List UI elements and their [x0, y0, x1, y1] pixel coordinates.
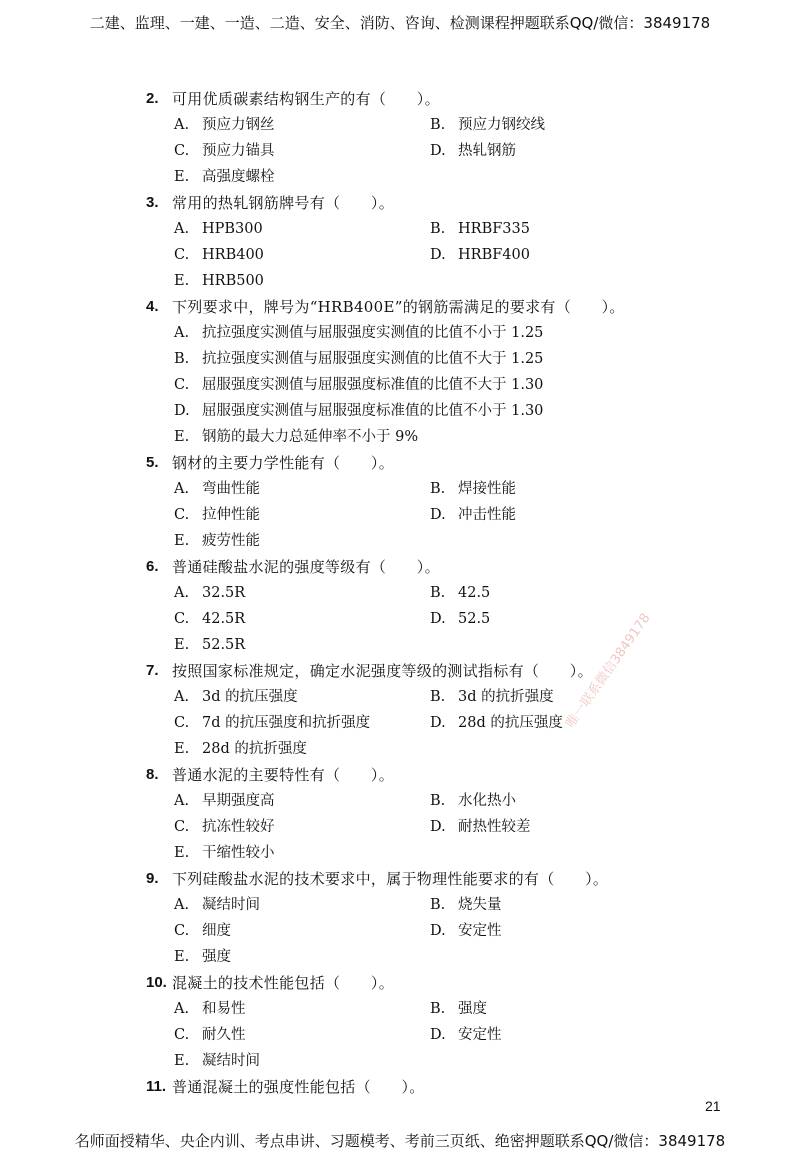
- option-a: A. 弯曲性能: [174, 481, 260, 497]
- option-b: B. 3d 的抗折强度: [430, 689, 554, 705]
- option-d: D. 耐热性较差: [430, 819, 531, 835]
- option-a: A. HPB300: [174, 221, 263, 237]
- option-a: A. 3d 的抗压强度: [174, 689, 298, 705]
- option-b: B. 强度: [430, 1001, 487, 1017]
- question-8: [0, 762, 800, 788]
- option-e: E. 钢筋的最大力总延伸率不小于 9%: [174, 429, 419, 445]
- option-b: B. 烧失量: [430, 897, 502, 913]
- question-number: 7.: [146, 662, 159, 679]
- option-row: [0, 918, 800, 944]
- question-2: [0, 86, 800, 112]
- option-d: D. 安定性: [430, 1027, 502, 1043]
- watermark: 唯一联系微信3849178: [563, 610, 654, 731]
- option-d: D. 屈服强度实测值与屈服强度标准值的比值不小于 1.30: [174, 403, 544, 419]
- page-footer: 名师面授精华、央企内训、考点串讲、习题模考、考前三页纸、绝密押题联系QQ/微信：3849178: [74, 1132, 726, 1150]
- option-row: [0, 684, 800, 710]
- option-row: [0, 892, 800, 918]
- question-7: [0, 658, 800, 684]
- question-number: 8.: [146, 766, 159, 783]
- option-row: [0, 710, 800, 736]
- question-text: 可用优质碳素结构钢生产的有（ ）。: [172, 90, 440, 108]
- option-b: B. 42.5: [430, 585, 491, 601]
- question-4: [0, 294, 800, 320]
- question-text: 下列要求中，牌号为“HRB400E”的钢筋需满足的要求有（ ）。: [172, 298, 625, 316]
- question-11: [0, 1074, 800, 1100]
- question-text: 普通水泥的主要特性有（ ）。: [172, 766, 395, 784]
- option-b: B. HRBF335: [430, 221, 530, 237]
- option-e: E. 干缩性较小: [174, 845, 275, 861]
- option-d: D. 冲击性能: [430, 507, 516, 523]
- option-b: B. 焊接性能: [430, 481, 516, 497]
- option-c: C. 屈服强度实测值与屈服强度标准值的比值不大于 1.30: [174, 377, 544, 393]
- question-number: 2.: [146, 90, 159, 107]
- option-row: [0, 580, 800, 606]
- question-5: [0, 450, 800, 476]
- option-c: C. 细度: [174, 923, 231, 939]
- option-d: D. 安定性: [430, 923, 502, 939]
- option-row: [0, 138, 800, 164]
- option-row: [0, 320, 800, 346]
- question-number: 4.: [146, 298, 159, 315]
- option-e: E. 高强度螺栓: [174, 169, 275, 185]
- question-3: [0, 190, 800, 216]
- question-number: 5.: [146, 454, 159, 471]
- option-e: E. 凝结时间: [174, 1053, 260, 1069]
- option-row: [0, 372, 800, 398]
- question-text: 钢材的主要力学性能有（ ）。: [172, 454, 395, 472]
- option-row: [0, 840, 800, 866]
- option-a: A. 凝结时间: [174, 897, 260, 913]
- option-row: [0, 528, 800, 554]
- option-e: E. 52.5R: [174, 637, 246, 653]
- option-row: [0, 1048, 800, 1074]
- option-row: [0, 1022, 800, 1048]
- option-row: [0, 424, 800, 450]
- option-row: [0, 632, 800, 658]
- option-c: C. 抗冻性较好: [174, 819, 275, 835]
- question-number: 6.: [146, 558, 159, 575]
- option-row: [0, 112, 800, 138]
- question-number: 10.: [146, 974, 167, 991]
- option-e: E. 28d 的抗折强度: [174, 741, 307, 757]
- option-e: E. 强度: [174, 949, 231, 965]
- option-row: [0, 736, 800, 762]
- question-9: [0, 866, 800, 892]
- question-6: [0, 554, 800, 580]
- question-text: 常用的热轧钢筋牌号有（ ）。: [172, 194, 395, 212]
- option-row: [0, 502, 800, 528]
- option-d: D. 52.5: [430, 611, 491, 627]
- option-a: A. 32.5R: [174, 585, 246, 601]
- option-row: [0, 476, 800, 502]
- question-text: 下列硅酸盐水泥的技术要求中，属于物理性能要求的有（ ）。: [172, 870, 609, 888]
- question-10: [0, 970, 800, 996]
- question-text: 普通混凝土的强度性能包括（ ）。: [172, 1078, 425, 1096]
- option-a: A. 预应力钢丝: [174, 117, 275, 133]
- option-c: C. 耐久性: [174, 1027, 246, 1043]
- option-row: [0, 346, 800, 372]
- option-c: C. HRB400: [174, 247, 264, 263]
- page-header: 二建、监理、一建、一造、二造、安全、消防、咨询、检测课程押题联系QQ/微信：3849178: [89, 14, 711, 32]
- option-a: A. 早期强度高: [174, 793, 275, 809]
- option-row: [0, 268, 800, 294]
- option-b: B. 抗拉强度实测值与屈服强度实测值的比值不大于 1.25: [174, 351, 544, 367]
- option-e: E. 疲劳性能: [174, 533, 260, 549]
- option-row: [0, 788, 800, 814]
- option-d: D. 28d 的抗压强度: [430, 715, 563, 731]
- option-c: C. 42.5R: [174, 611, 246, 627]
- option-row: [0, 164, 800, 190]
- option-row: [0, 814, 800, 840]
- option-c: C. 拉伸性能: [174, 507, 260, 523]
- option-row: [0, 996, 800, 1022]
- question-number: 3.: [146, 194, 159, 211]
- option-c: C. 7d 的抗压强度和抗折强度: [174, 715, 371, 731]
- option-a: A. 和易性: [174, 1001, 246, 1017]
- question-text: 按照国家标准规定，确定水泥强度等级的测试指标有（ ）。: [172, 662, 593, 680]
- option-row: [0, 242, 800, 268]
- option-row: [0, 216, 800, 242]
- question-list: [0, 86, 800, 1100]
- option-row: [0, 606, 800, 632]
- option-b: B. 水化热小: [430, 793, 516, 809]
- option-c: C. 预应力锚具: [174, 143, 275, 159]
- option-row: [0, 398, 800, 424]
- question-number: 9.: [146, 870, 159, 887]
- question-text: 普通硅酸盐水泥的强度等级有（ ）。: [172, 558, 440, 576]
- question-text: 混凝土的技术性能包括（ ）。: [172, 974, 395, 992]
- option-d: D. 热轧钢筋: [430, 143, 516, 159]
- option-row: [0, 944, 800, 970]
- option-a: A. 抗拉强度实测值与屈服强度实测值的比值不小于 1.25: [174, 325, 544, 341]
- question-number: 11.: [146, 1078, 167, 1095]
- option-d: D. HRBF400: [430, 247, 530, 263]
- page-number: 21: [705, 1098, 721, 1114]
- option-e: E. HRB500: [174, 273, 264, 289]
- option-b: B. 预应力钢绞线: [430, 117, 545, 133]
